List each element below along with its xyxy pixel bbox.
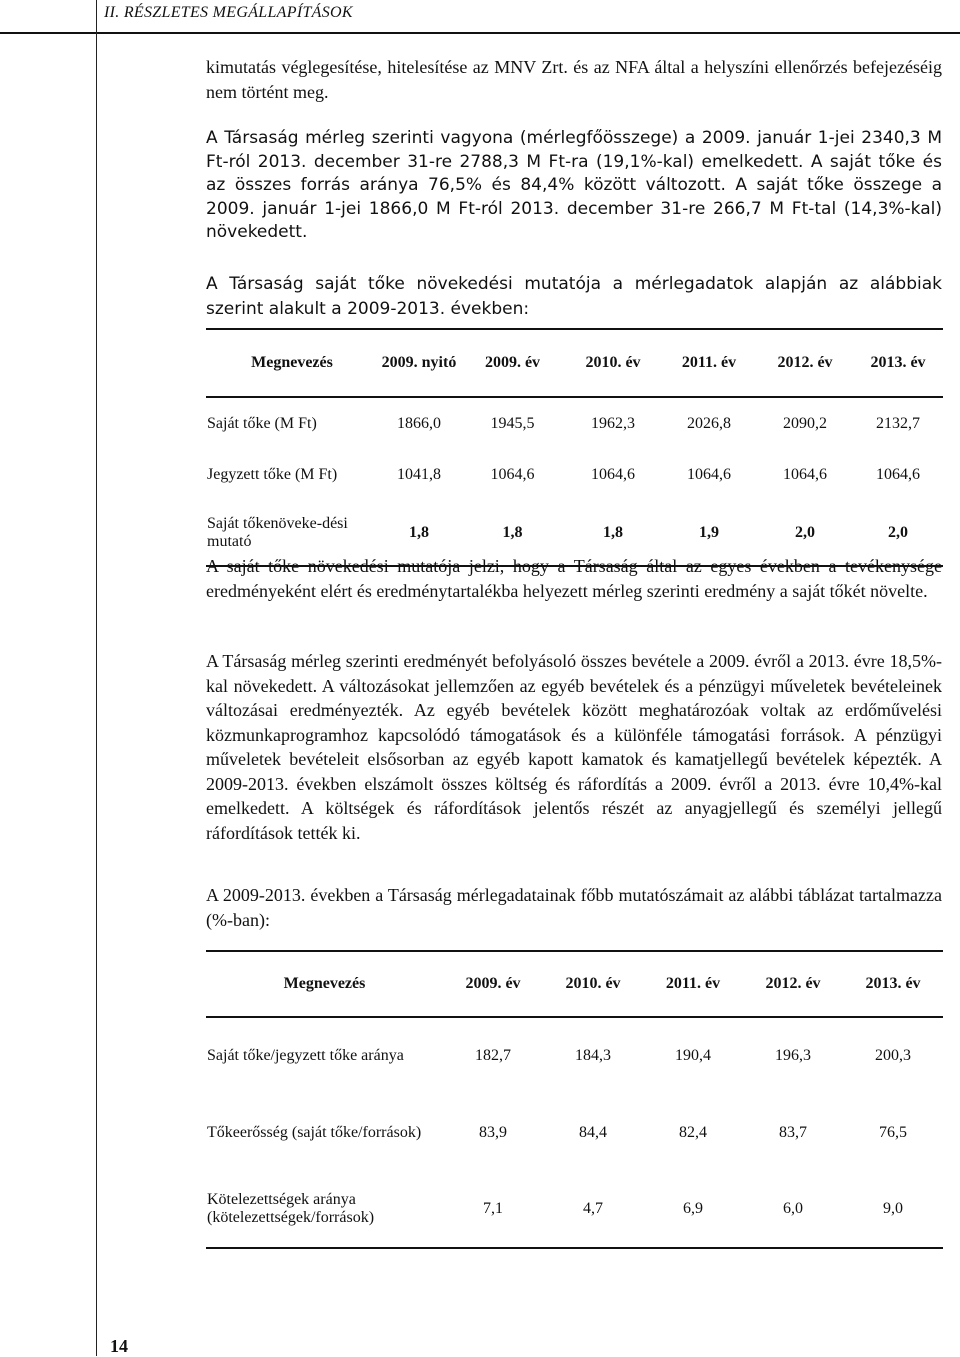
table-header-cell: 2011. év [681,354,737,371]
table-header-cell: Megnevezés [283,975,366,992]
table-header-row [206,329,943,397]
table-cell: 83,7 [779,1123,807,1141]
table-cell: 1,8 [502,524,523,541]
table-cell: 1866,0 [397,414,441,432]
table-cell: 1962,3 [591,414,635,432]
table-cell: 1,9 [699,524,719,541]
table-cell: 2,0 [888,524,908,541]
table-header-cell: 2013. év [865,975,921,992]
row-label: Saját tőke/jegyzett tőke aránya [207,1047,404,1064]
table-cell: 190,4 [675,1047,711,1064]
table-header-cell: 2012. év [765,975,821,992]
paragraph-5: A Társaság mérleg szerinti eredményét befolyásoló összes bevétele a 2009. évről a 2013. évre 18,5%-kal növekedett. A változásokat jellemzően az egyéb bevételek és a pénzügyi műveletek bevételeinek változásai eredményezték. Az egyéb bevételek között meghatározóak voltak az erdőművelési közmunkaprogramhoz kapcsolódó támogatások és a különféle támogatási források. A pénzügyi műveletek bevételeit elsősorban az egyéb kapott kamatok és kamatjellegű bevételek képezték. A 2009-2013. években elszámolt összes költség és ráfordítás a 2009. évről a 2013. évre 10,4%-kal emelkedett. A költségek és ráfordítások jelentős részét az anyagjellegű és személyi jellegű ráfordítások tették ki. [206,651,942,843]
table-cell: 82,4 [679,1123,707,1141]
table-cell: 2,0 [795,524,815,541]
table-header-cell: 2009. év [465,975,521,992]
table-row [206,397,943,449]
table-cell: 1,8 [603,524,623,541]
table-cell: 1945,5 [490,414,535,432]
left-margin-rule [96,0,97,1356]
table-cell: 4,7 [583,1200,603,1217]
table-cell: 6,9 [683,1200,703,1217]
table-row [206,1171,943,1248]
table-cell: 182,7 [475,1047,511,1064]
table-header-cell: Megnevezés [251,354,333,371]
table-cell: 7,1 [483,1200,503,1217]
table-cell: 2090,2 [783,414,827,432]
paragraph-1: kimutatás véglegesítése, hitelesítése az MNV Zrt. és az NFA által a helyszíni ellenőrzés befejezéséig nem történt meg. [206,57,942,102]
table-header-cell: 2009. nyitó [381,354,457,371]
table-cell: 1064,6 [783,466,827,483]
table-cell: 83,9 [479,1123,507,1141]
table-cell: 1064,6 [876,466,920,483]
table-cell: 1064,6 [591,466,635,483]
row-label: Tőkeerősség (saját tőke/források) [207,1123,422,1141]
table-cell: 76,5 [879,1123,907,1141]
row-label: Saját tőkenöveke-dési mutató [207,515,348,550]
table-row [206,449,943,501]
table-cell: 1041,8 [397,466,441,483]
table-header-row [206,951,943,1017]
table-cell: 84,4 [579,1123,607,1141]
equity-growth-table [206,328,943,567]
row-label: Kötelezettségek aránya (kötelezettségek/források) [207,1191,375,1226]
table-cell: 1064,6 [490,466,535,483]
section-header: II. RÉSZLETES MEGÁLLAPÍTÁSOK [104,4,353,21]
paragraph-2: A Társaság mérleg szerinti vagyona (mérlegfőösszege) a 2009. január 1-jei 2340,3 M Ft-ról 2013. december 31-re 2788,3 M Ft-ra (19,1%-kal) emelkedett. A saját tőke és az összes forrás aránya 76,5% és 84,4% között változott. A saját tőke összege a 2009. január 1-jei 1866,0 M Ft-ról 2013. december 31-re 266,7 M Ft-tal (14,3%-kal) növekedett. [206,128,942,242]
paragraph-6: A 2009-2013. években a Társaság mérlegadatainak főbb mutatószámait az alábbi táblázat tartalmazza (%-ban): [206,885,942,930]
table-header-cell: 2013. év [870,354,926,371]
table-cell: 1064,6 [687,466,731,483]
table-cell: 184,3 [575,1047,611,1064]
table-header-cell: 2009. év [484,354,541,371]
table-header-cell: 2010. év [585,354,641,371]
paragraph-3: A Társaság saját tőke növekedési mutatója a mérlegadatok alapján az alábbiak szerint alakult a 2009-2013. években: [206,274,942,319]
table-cell: 1,8 [409,524,429,541]
balance-indicators-table [206,950,943,1249]
header-divider [0,32,960,34]
row-label: Saját tőke (M Ft) [207,414,317,432]
table-row [206,1094,943,1171]
table-cell: 196,3 [775,1047,811,1064]
table-cell: 2026,8 [687,414,731,432]
paragraph-4: A saját tőke növekedési mutatója jelzi, hogy a Társaság által az egyes években a tevékenysége eredményeként elért és eredménytartalékba helyezett mérleg szerinti eredmény a saját tőkét növelte. [206,556,942,601]
table-header-cell: 2012. év [777,354,833,371]
table-header-cell: 2010. év [565,975,621,992]
table-cell: 2132,7 [876,414,920,432]
row-label: Jegyzett tőke (M Ft) [207,466,338,483]
table-row [206,1017,943,1094]
table-cell: 6,0 [783,1200,803,1217]
table-header-cell: 2011. év [665,975,721,992]
page-number: 14 [110,1336,128,1356]
table-cell: 200,3 [875,1047,911,1064]
table-cell: 9,0 [883,1200,903,1217]
